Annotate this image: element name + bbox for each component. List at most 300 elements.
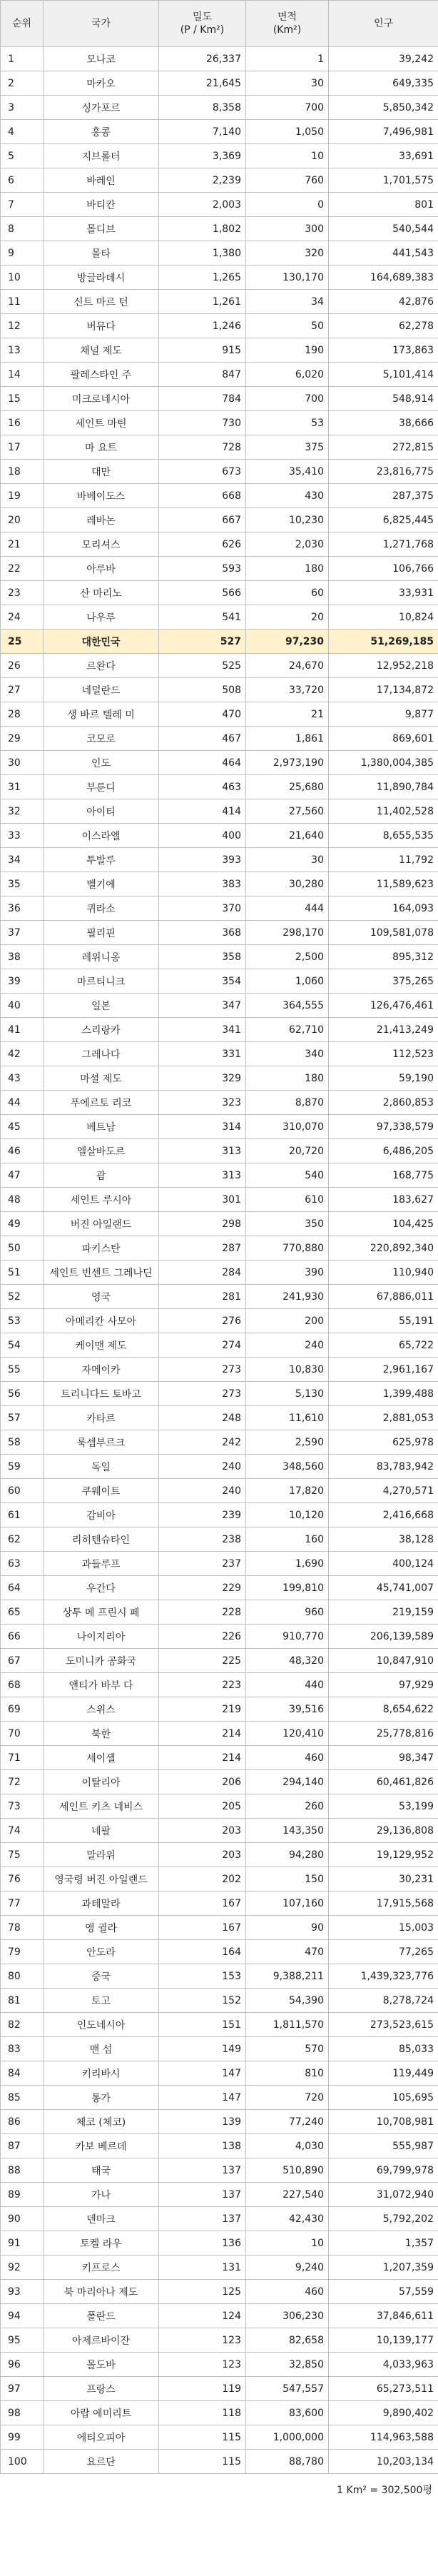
area-cell: 910,770 <box>246 1625 329 1649</box>
country-cell: 퀴라소 <box>44 896 159 921</box>
population-cell: 33,691 <box>329 144 438 168</box>
rank-cell: 33 <box>1 824 44 848</box>
rank-cell: 93 <box>1 2280 44 2304</box>
country-cell: 과테말라 <box>44 1891 159 1916</box>
rank-cell: 38 <box>1 945 44 969</box>
country-cell: 북 마리아나 제도 <box>44 2280 159 2304</box>
population-cell: 110,940 <box>329 1261 438 1285</box>
area-cell: 700 <box>246 387 329 411</box>
area-cell: 30 <box>246 71 329 96</box>
country-cell: 가나 <box>44 2183 159 2207</box>
area-cell: 200 <box>246 1309 329 1333</box>
table-row <box>1 1139 438 1163</box>
density-cell: 673 <box>159 460 246 484</box>
density-cell: 206 <box>159 1770 246 1794</box>
density-cell: 370 <box>159 896 246 921</box>
population-cell: 287,375 <box>329 484 438 508</box>
rank-cell: 41 <box>1 1018 44 1042</box>
population-cell: 60,461,826 <box>329 1770 438 1794</box>
table-row <box>1 1503 438 1527</box>
area-cell: 510,890 <box>246 2158 329 2183</box>
rank-cell: 86 <box>1 2110 44 2134</box>
area-cell: 298,170 <box>246 921 329 945</box>
area-cell: 30 <box>246 848 329 872</box>
country-cell: 인도네시아 <box>44 2013 159 2037</box>
rank-cell: 34 <box>1 848 44 872</box>
rank-cell: 54 <box>1 1333 44 1358</box>
rank-cell: 68 <box>1 1673 44 1697</box>
table-row <box>1 1430 438 1455</box>
population-cell: 65,722 <box>329 1333 438 1358</box>
unit-footnote: 1 Km² = 302,500평 <box>337 2485 432 2496</box>
table-row <box>1 1188 438 1212</box>
table-row <box>1 824 438 848</box>
density-cell: 414 <box>159 799 246 824</box>
rank-cell: 65 <box>1 1600 44 1625</box>
density-cell: 164 <box>159 1940 246 1964</box>
area-cell: 21,640 <box>246 824 329 848</box>
population-cell: 65,273,511 <box>329 2377 438 2401</box>
table-row <box>1 654 438 678</box>
population-cell: 57,559 <box>329 2280 438 2304</box>
table-row <box>1 1333 438 1358</box>
density-cell: 118 <box>159 2401 246 2425</box>
table-row <box>1 1843 438 1867</box>
country-cell: 감비아 <box>44 1503 159 1527</box>
density-cell: 237 <box>159 1552 246 1576</box>
area-cell: 1,690 <box>246 1552 329 1576</box>
country-cell: 대한민국 <box>44 630 159 654</box>
table-row <box>1 1309 438 1333</box>
table-row <box>1 2086 438 2110</box>
population-cell: 206,139,589 <box>329 1625 438 1649</box>
area-cell: 2,500 <box>246 945 329 969</box>
density-cell: 153 <box>159 1964 246 1989</box>
rank-cell: 17 <box>1 435 44 460</box>
density-cell: 147 <box>159 2061 246 2086</box>
area-cell: 82,658 <box>246 2328 329 2353</box>
population-cell: 9,890,402 <box>329 2401 438 2425</box>
population-cell: 164,689,383 <box>329 266 438 290</box>
rank-cell: 26 <box>1 654 44 678</box>
density-cell: 238 <box>159 1527 246 1552</box>
population-cell: 4,033,963 <box>329 2353 438 2377</box>
population-cell: 104,425 <box>329 1212 438 1236</box>
table-row <box>1 1600 438 1625</box>
density-cell: 467 <box>159 727 246 751</box>
population-cell: 77,265 <box>329 1940 438 1964</box>
density-cell: 668 <box>159 484 246 508</box>
country-cell: 안도라 <box>44 1940 159 1964</box>
density-cell: 383 <box>159 872 246 896</box>
rank-cell: 8 <box>1 217 44 241</box>
table-body <box>1 47 438 2474</box>
density-cell: 728 <box>159 435 246 460</box>
country-cell: 일본 <box>44 994 159 1018</box>
rank-cell: 56 <box>1 1382 44 1406</box>
population-cell: 109,581,078 <box>329 921 438 945</box>
country-cell: 체코 (체코) <box>44 2110 159 2134</box>
country-cell: 신트 마르 턴 <box>44 290 159 314</box>
rank-cell: 6 <box>1 168 44 193</box>
rank-cell: 35 <box>1 872 44 896</box>
density-cell: 915 <box>159 338 246 363</box>
table-row <box>1 1358 438 1382</box>
population-cell: 8,654,622 <box>329 1697 438 1722</box>
table-row <box>1 945 438 969</box>
table-row <box>1 47 438 71</box>
header-population: 인구 <box>329 1 438 47</box>
table-row <box>1 144 438 168</box>
population-cell: 173,863 <box>329 338 438 363</box>
table-row <box>1 2377 438 2401</box>
rank-cell: 59 <box>1 1455 44 1479</box>
area-cell: 30,280 <box>246 872 329 896</box>
area-cell: 88,780 <box>246 2450 329 2474</box>
rank-cell: 18 <box>1 460 44 484</box>
area-cell: 32,850 <box>246 2353 329 2377</box>
area-cell: 10,120 <box>246 1503 329 1527</box>
population-cell: 11,589,623 <box>329 872 438 896</box>
rank-cell: 49 <box>1 1212 44 1236</box>
population-cell: 59,190 <box>329 1066 438 1091</box>
country-cell: 말라위 <box>44 1843 159 1867</box>
country-cell: 케이맨 제도 <box>44 1333 159 1358</box>
country-cell: 과들루프 <box>44 1552 159 1576</box>
rank-cell: 16 <box>1 411 44 435</box>
rank-cell: 30 <box>1 751 44 775</box>
country-cell: 쿠웨이트 <box>44 1479 159 1503</box>
country-cell: 방글라데시 <box>44 266 159 290</box>
country-cell: 코모로 <box>44 727 159 751</box>
table-row <box>1 241 438 266</box>
population-cell: 441,543 <box>329 241 438 266</box>
rank-cell: 95 <box>1 2328 44 2353</box>
rank-cell: 24 <box>1 605 44 630</box>
population-cell: 220,892,340 <box>329 1236 438 1261</box>
rank-cell: 28 <box>1 702 44 727</box>
area-cell: 62,710 <box>246 1018 329 1042</box>
population-cell: 10,847,910 <box>329 1649 438 1673</box>
country-cell: 키프로스 <box>44 2256 159 2280</box>
table-row <box>1 2353 438 2377</box>
rank-cell: 11 <box>1 290 44 314</box>
table-header <box>1 1 438 47</box>
rank-cell: 14 <box>1 363 44 387</box>
country-cell: 세인트 루시아 <box>44 1188 159 1212</box>
population-cell: 30,231 <box>329 1867 438 1891</box>
rank-cell: 64 <box>1 1576 44 1600</box>
country-cell: 푸에르토 리코 <box>44 1091 159 1115</box>
area-cell: 10 <box>246 2231 329 2256</box>
table-row <box>1 1867 438 1891</box>
table-row <box>1 1794 438 1819</box>
header-density <box>159 1 246 47</box>
country-cell: 팔레스타인 주 <box>44 363 159 387</box>
table-row <box>1 2110 438 2134</box>
table-row <box>1 1770 438 1794</box>
table-row <box>1 872 438 896</box>
density-cell: 228 <box>159 1600 246 1625</box>
density-cell: 347 <box>159 994 246 1018</box>
area-cell: 10 <box>246 144 329 168</box>
area-cell: 306,230 <box>246 2304 329 2328</box>
density-cell: 287 <box>159 1236 246 1261</box>
area-cell: 27,560 <box>246 799 329 824</box>
table-row-highlighted <box>1 630 438 654</box>
table-row <box>1 435 438 460</box>
table-row <box>1 2183 438 2207</box>
table-row <box>1 1406 438 1430</box>
rank-cell: 77 <box>1 1891 44 1916</box>
area-cell: 42,430 <box>246 2207 329 2231</box>
rank-cell: 47 <box>1 1163 44 1188</box>
table-row <box>1 1479 438 1503</box>
rank-cell: 53 <box>1 1309 44 1333</box>
density-cell: 331 <box>159 1042 246 1066</box>
table-row <box>1 1891 438 1916</box>
area-cell: 294,140 <box>246 1770 329 1794</box>
rank-cell: 31 <box>1 775 44 799</box>
rank-cell: 80 <box>1 1964 44 1989</box>
area-cell: 10,230 <box>246 508 329 532</box>
area-cell: 1,060 <box>246 969 329 994</box>
country-cell: 영국령 버진 아일랜드 <box>44 1867 159 1891</box>
population-cell: 6,825,445 <box>329 508 438 532</box>
population-cell: 55,191 <box>329 1309 438 1333</box>
population-cell: 42,876 <box>329 290 438 314</box>
table-row <box>1 1261 438 1285</box>
country-cell: 바티칸 <box>44 193 159 217</box>
country-cell: 대만 <box>44 460 159 484</box>
area-cell: 150 <box>246 1867 329 1891</box>
table-row <box>1 848 438 872</box>
density-cell: 115 <box>159 2450 246 2474</box>
rank-cell: 43 <box>1 1066 44 1091</box>
country-cell: 태국 <box>44 2158 159 2183</box>
density-cell: 281 <box>159 1285 246 1309</box>
rank-cell: 98 <box>1 2401 44 2425</box>
rank-cell: 69 <box>1 1697 44 1722</box>
country-cell: 몰도바 <box>44 2353 159 2377</box>
density-cell: 139 <box>159 2110 246 2134</box>
country-cell: 리히텐슈타인 <box>44 1527 159 1552</box>
rank-cell: 40 <box>1 994 44 1018</box>
country-cell: 생 바르 텔레 미 <box>44 702 159 727</box>
country-cell: 산 마리노 <box>44 581 159 605</box>
country-cell: 몰타 <box>44 241 159 266</box>
area-cell: 241,930 <box>246 1285 329 1309</box>
population-cell: 21,413,249 <box>329 1018 438 1042</box>
rank-cell: 66 <box>1 1625 44 1649</box>
population-cell: 23,816,775 <box>329 460 438 484</box>
density-cell: 341 <box>159 1018 246 1042</box>
country-cell: 괌 <box>44 1163 159 1188</box>
density-cell: 626 <box>159 532 246 557</box>
density-cell: 298 <box>159 1212 246 1236</box>
country-cell: 세이셸 <box>44 1746 159 1770</box>
rank-cell: 48 <box>1 1188 44 1212</box>
population-cell: 62,278 <box>329 314 438 338</box>
population-cell: 11,890,784 <box>329 775 438 799</box>
population-cell: 11,402,528 <box>329 799 438 824</box>
table-row <box>1 193 438 217</box>
country-cell: 중국 <box>44 1964 159 1989</box>
header-country: 국가 <box>44 1 159 47</box>
area-cell: 540 <box>246 1163 329 1188</box>
area-cell: 17,820 <box>246 1479 329 1503</box>
rank-cell: 50 <box>1 1236 44 1261</box>
country-cell: 마 요트 <box>44 435 159 460</box>
rank-cell: 90 <box>1 2207 44 2231</box>
rank-cell: 44 <box>1 1091 44 1115</box>
population-cell: 1,380,004,385 <box>329 751 438 775</box>
density-cell: 167 <box>159 1891 246 1916</box>
country-cell: 키리바시 <box>44 2061 159 2086</box>
rank-cell: 62 <box>1 1527 44 1552</box>
population-cell: 8,655,535 <box>329 824 438 848</box>
country-cell: 폴란드 <box>44 2304 159 2328</box>
country-cell: 에티오피아 <box>44 2425 159 2450</box>
area-cell: 610 <box>246 1188 329 1212</box>
area-cell: 300 <box>246 217 329 241</box>
population-cell: 51,269,185 <box>329 630 438 654</box>
rank-cell: 82 <box>1 2013 44 2037</box>
country-cell: 세인트 키츠 네비스 <box>44 1794 159 1819</box>
table-row <box>1 1236 438 1261</box>
density-cell: 463 <box>159 775 246 799</box>
density-cell: 525 <box>159 654 246 678</box>
density-cell: 2,239 <box>159 168 246 193</box>
table-row <box>1 2280 438 2304</box>
population-cell: 4,270,571 <box>329 1479 438 1503</box>
density-cell: 323 <box>159 1091 246 1115</box>
area-cell: 2,030 <box>246 532 329 557</box>
country-cell: 르완다 <box>44 654 159 678</box>
country-cell: 채널 제도 <box>44 338 159 363</box>
area-cell: 48,320 <box>246 1649 329 1673</box>
population-cell: 625,978 <box>329 1430 438 1455</box>
rank-cell: 85 <box>1 2086 44 2110</box>
population-cell: 1,701,575 <box>329 168 438 193</box>
area-cell: 227,540 <box>246 2183 329 2207</box>
table-row <box>1 702 438 727</box>
rank-cell: 76 <box>1 1867 44 1891</box>
country-cell: 북한 <box>44 1722 159 1746</box>
rank-cell: 61 <box>1 1503 44 1527</box>
area-cell: 39,516 <box>246 1697 329 1722</box>
density-cell: 123 <box>159 2353 246 2377</box>
population-cell: 2,961,167 <box>329 1358 438 1382</box>
population-cell: 2,416,668 <box>329 1503 438 1527</box>
area-cell: 320 <box>246 241 329 266</box>
country-cell: 투발루 <box>44 848 159 872</box>
table-row <box>1 1722 438 1746</box>
rank-cell: 15 <box>1 387 44 411</box>
header-area <box>246 1 329 47</box>
area-cell: 180 <box>246 1066 329 1091</box>
country-cell: 모나코 <box>44 47 159 71</box>
table-row <box>1 1576 438 1600</box>
rank-cell: 36 <box>1 896 44 921</box>
table-row <box>1 2256 438 2280</box>
table-row <box>1 314 438 338</box>
density-cell: 21,645 <box>159 71 246 96</box>
area-cell: 348,560 <box>246 1455 329 1479</box>
area-cell: 11,610 <box>246 1406 329 1430</box>
population-cell: 555,987 <box>329 2134 438 2158</box>
area-cell: 760 <box>246 168 329 193</box>
table-row <box>1 1552 438 1576</box>
table-row <box>1 1091 438 1115</box>
density-cell: 229 <box>159 1576 246 1600</box>
area-cell: 25,680 <box>246 775 329 799</box>
table-row <box>1 994 438 1018</box>
area-cell: 260 <box>246 1794 329 1819</box>
country-cell: 토켈 라우 <box>44 2231 159 2256</box>
density-cell: 223 <box>159 1673 246 1697</box>
country-cell: 네팔 <box>44 1819 159 1843</box>
population-cell: 400,124 <box>329 1552 438 1576</box>
table-row <box>1 532 438 557</box>
population-cell: 6,486,205 <box>329 1139 438 1163</box>
density-cell: 203 <box>159 1843 246 1867</box>
country-cell: 레위니옹 <box>44 945 159 969</box>
density-cell: 667 <box>159 508 246 532</box>
area-cell: 1,861 <box>246 727 329 751</box>
population-cell: 114,963,588 <box>329 2425 438 2450</box>
header-density-label: 밀도 <box>192 11 213 23</box>
area-cell: 120,410 <box>246 1722 329 1746</box>
density-cell: 119 <box>159 2377 246 2401</box>
area-cell: 340 <box>246 1042 329 1066</box>
country-cell: 나우루 <box>44 605 159 630</box>
rank-cell: 23 <box>1 581 44 605</box>
table-row <box>1 1940 438 1964</box>
rank-cell: 63 <box>1 1552 44 1576</box>
density-cell: 202 <box>159 1867 246 1891</box>
table-row <box>1 2037 438 2061</box>
rank-cell: 87 <box>1 2134 44 2158</box>
area-cell: 83,600 <box>246 2401 329 2425</box>
table-row <box>1 1964 438 1989</box>
country-cell: 모리셔스 <box>44 532 159 557</box>
rank-cell: 84 <box>1 2061 44 2086</box>
density-cell: 508 <box>159 678 246 702</box>
area-cell: 960 <box>246 1600 329 1625</box>
country-cell: 맨 섬 <box>44 2037 159 2061</box>
population-cell: 375,265 <box>329 969 438 994</box>
table-row <box>1 71 438 96</box>
population-cell: 45,741,007 <box>329 1576 438 1600</box>
population-cell: 1,399,488 <box>329 1382 438 1406</box>
population-cell: 37,846,611 <box>329 2304 438 2328</box>
density-cell: 273 <box>159 1358 246 1382</box>
population-cell: 9,877 <box>329 702 438 727</box>
country-cell: 몰디브 <box>44 217 159 241</box>
density-cell: 137 <box>159 2183 246 2207</box>
density-cell: 240 <box>159 1479 246 1503</box>
density-cell: 149 <box>159 2037 246 2061</box>
area-cell: 570 <box>246 2037 329 2061</box>
table-row <box>1 921 438 945</box>
density-cell: 527 <box>159 630 246 654</box>
country-cell: 자메이카 <box>44 1358 159 1382</box>
table-row <box>1 1163 438 1188</box>
population-cell: 1,357 <box>329 2231 438 2256</box>
table-row <box>1 363 438 387</box>
rank-cell: 58 <box>1 1430 44 1455</box>
